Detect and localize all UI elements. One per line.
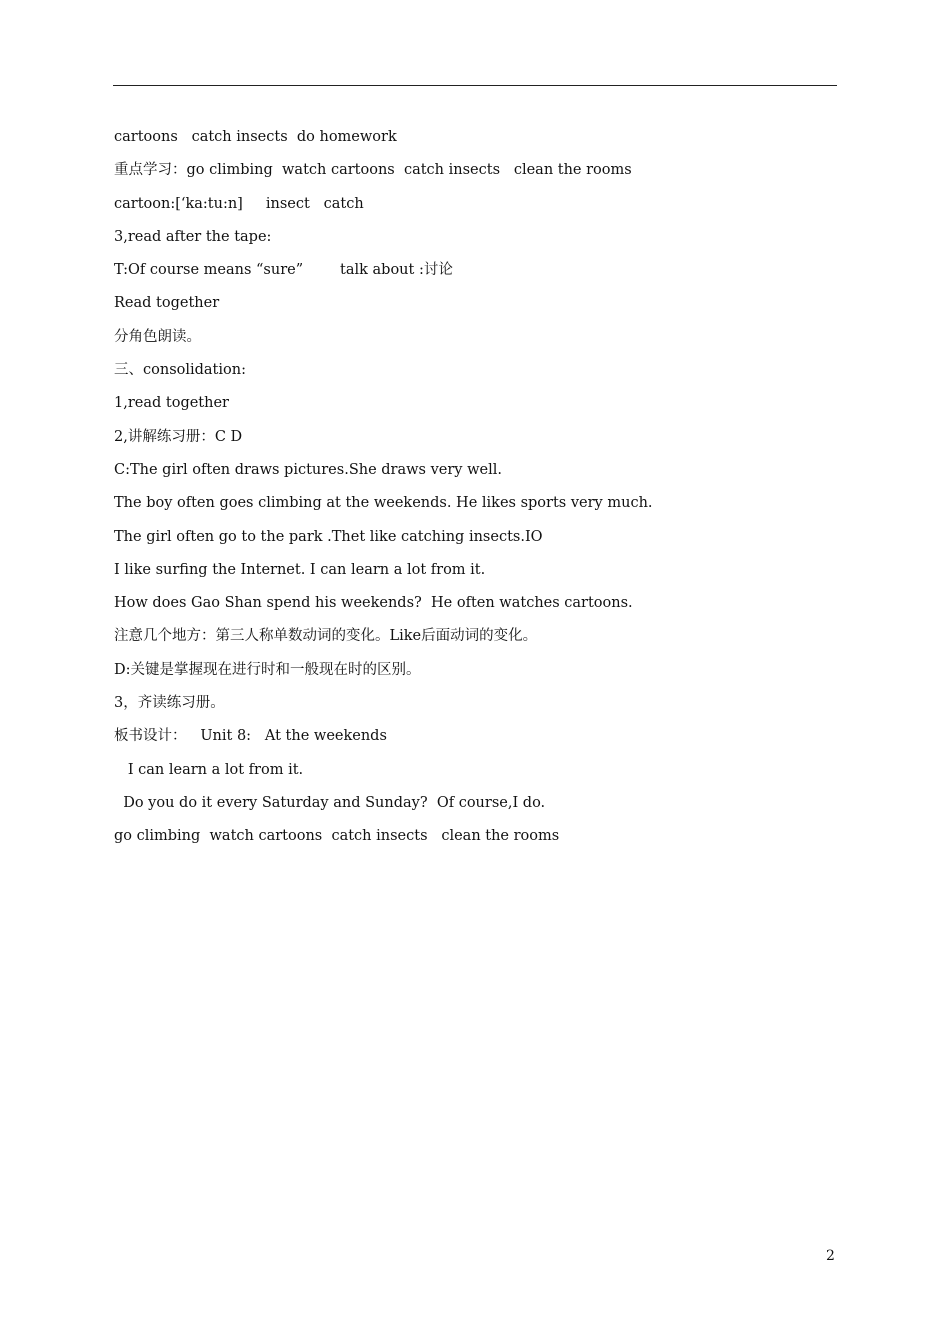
text-line-4: 3,read after the tape: — [114, 228, 272, 245]
text-line-9: 1,read together — [114, 395, 229, 412]
text-line-13: The girl often go to the park .Thet like catching insects.IO — [114, 528, 543, 545]
text-line-17: D:关键是掌握现在进行时和一般现在时的区别。 — [114, 661, 421, 678]
text-line-11: C:The girl often draws pictures.She draws very well. — [114, 461, 502, 478]
text-line-3: cartoon:[‘ka:tu:n] insect catch — [114, 195, 364, 212]
text-line-6: Read together — [114, 295, 220, 312]
text-line-12: The boy often goes climbing at the weekends. He likes sports very much. — [114, 495, 653, 512]
text-line-22: go climbing watch cartoons catch insects clean the rooms — [114, 828, 560, 845]
text-line-8: 三、consolidation: — [114, 362, 246, 379]
text-line-14: I like surfing the Internet. I can learn a lot from it. — [114, 561, 486, 578]
text-line-7: 分角色朗读。 — [114, 328, 201, 345]
header-rule — [113, 85, 837, 86]
page-number: 2 — [826, 1248, 835, 1264]
text-line-21: Do you do it every Saturday and Sunday? Of course,I do. — [114, 794, 546, 811]
text-line-10: 2,讲解练习册：C D — [114, 428, 243, 445]
text-line-1: cartoons catch insects do homework — [114, 129, 397, 145]
text-line-16: 注意几个地方：第三人称单数动词的变化。Like后面动词的变化。 — [114, 628, 538, 645]
lesson-text — [114, 124, 834, 857]
text-line-2: 重点学习：go climbing watch cartoons catch insects clean the rooms — [114, 162, 632, 179]
text-line-15: How does Gao Shan spend his weekends? He often watches cartoons. — [114, 595, 633, 612]
text-line-5: T:Of course means “sure” talk about :讨论 — [114, 262, 453, 279]
text-line-18: 3，齐读练习册。 — [114, 695, 225, 712]
text-line-20: I can learn a lot from it. — [114, 761, 304, 778]
text-line-19: 板书设计： Unit 8: At the weekends — [114, 728, 387, 745]
